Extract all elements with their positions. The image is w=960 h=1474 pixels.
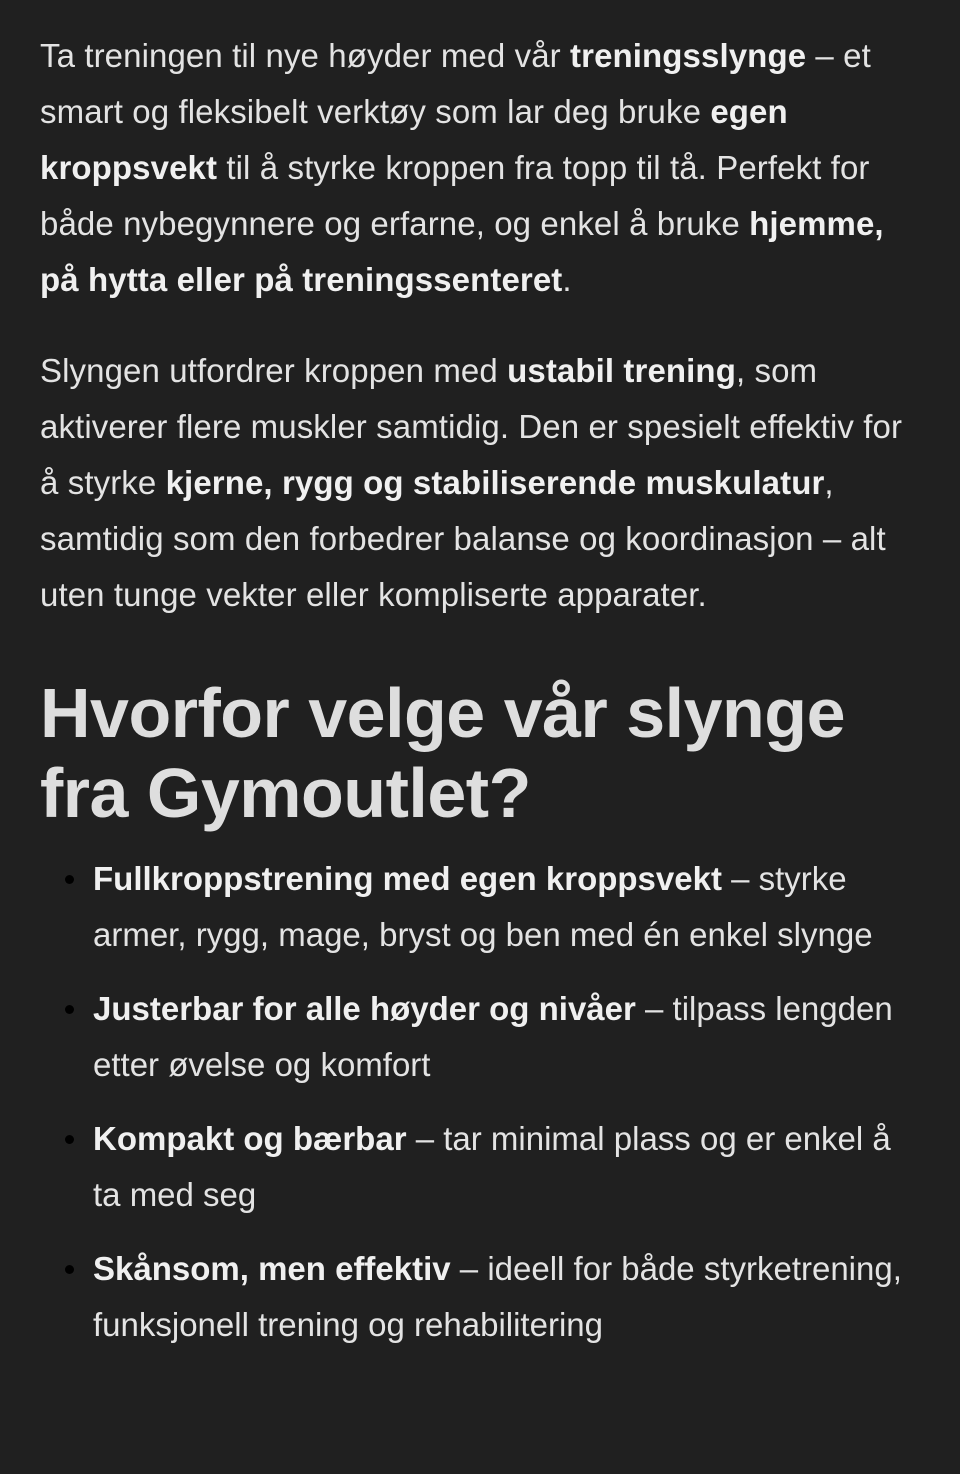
highlight-text: egen kroppsvekt — [40, 93, 788, 186]
section-heading: Hvorfor velge vår slynge fra Gymoutlet? — [40, 674, 845, 832]
highlight-text: treningsslynge — [570, 37, 807, 74]
feature-text: – ideell for både styrketrening, funksjonell trening og rehabilitering — [93, 1250, 902, 1343]
feature-title: Skånsom, men effektiv — [93, 1250, 451, 1287]
highlight-text: kjerne, rygg og stabiliserende muskulatur — [165, 464, 825, 501]
bullet-icon — [65, 1005, 74, 1014]
list-item — [93, 1111, 920, 1223]
highlight-text: ustabil trening — [507, 352, 736, 389]
feature-text: – styrke armer, rygg, mage, bryst og ben med én enkel slynge — [93, 860, 873, 953]
highlight-text: hjemme, på hytta eller på treningssenteret — [40, 205, 884, 298]
intro-text: – et smart og fleksibelt verktøy som lar deg bruke — [40, 37, 871, 130]
intro-text: til å styrke kroppen fra topp til tå. Perfekt for både nybegynnere og erfarne, og enkel å bruke — [40, 149, 870, 242]
feature-title: Fullkroppstrening med egen kroppsvekt — [93, 860, 722, 897]
feature-list — [40, 851, 920, 1353]
intro-paragraph-2 — [40, 343, 920, 623]
bullet-icon — [65, 1265, 74, 1274]
intro-paragraph-1 — [40, 28, 920, 308]
intro-text: , som aktiverer flere muskler samtidig. Den er spesielt effektiv for å styrke — [40, 352, 903, 501]
bullet-icon — [65, 875, 74, 884]
feature-title: Justerbar for alle høyder og nivåer — [93, 990, 636, 1027]
bullet-icon — [65, 1135, 74, 1144]
feature-text: – tar minimal plass og er enkel å ta med seg — [93, 1120, 891, 1213]
list-item — [93, 851, 920, 963]
list-item — [93, 1241, 920, 1353]
feature-text: – tilpass lengden etter øvelse og komfort — [93, 990, 893, 1083]
feature-title: Kompakt og bærbar — [93, 1120, 407, 1157]
intro-text: Slyngen utfordrer kroppen med — [40, 352, 508, 389]
intro-text: Ta treningen til nye høyder med vår — [40, 37, 571, 74]
intro-text: . — [562, 261, 572, 298]
intro-text: , samtidig som den forbedrer balanse og koordinasjon – alt uten tunge vekter eller kompliserte apparater. — [40, 464, 886, 613]
list-item — [93, 981, 920, 1093]
